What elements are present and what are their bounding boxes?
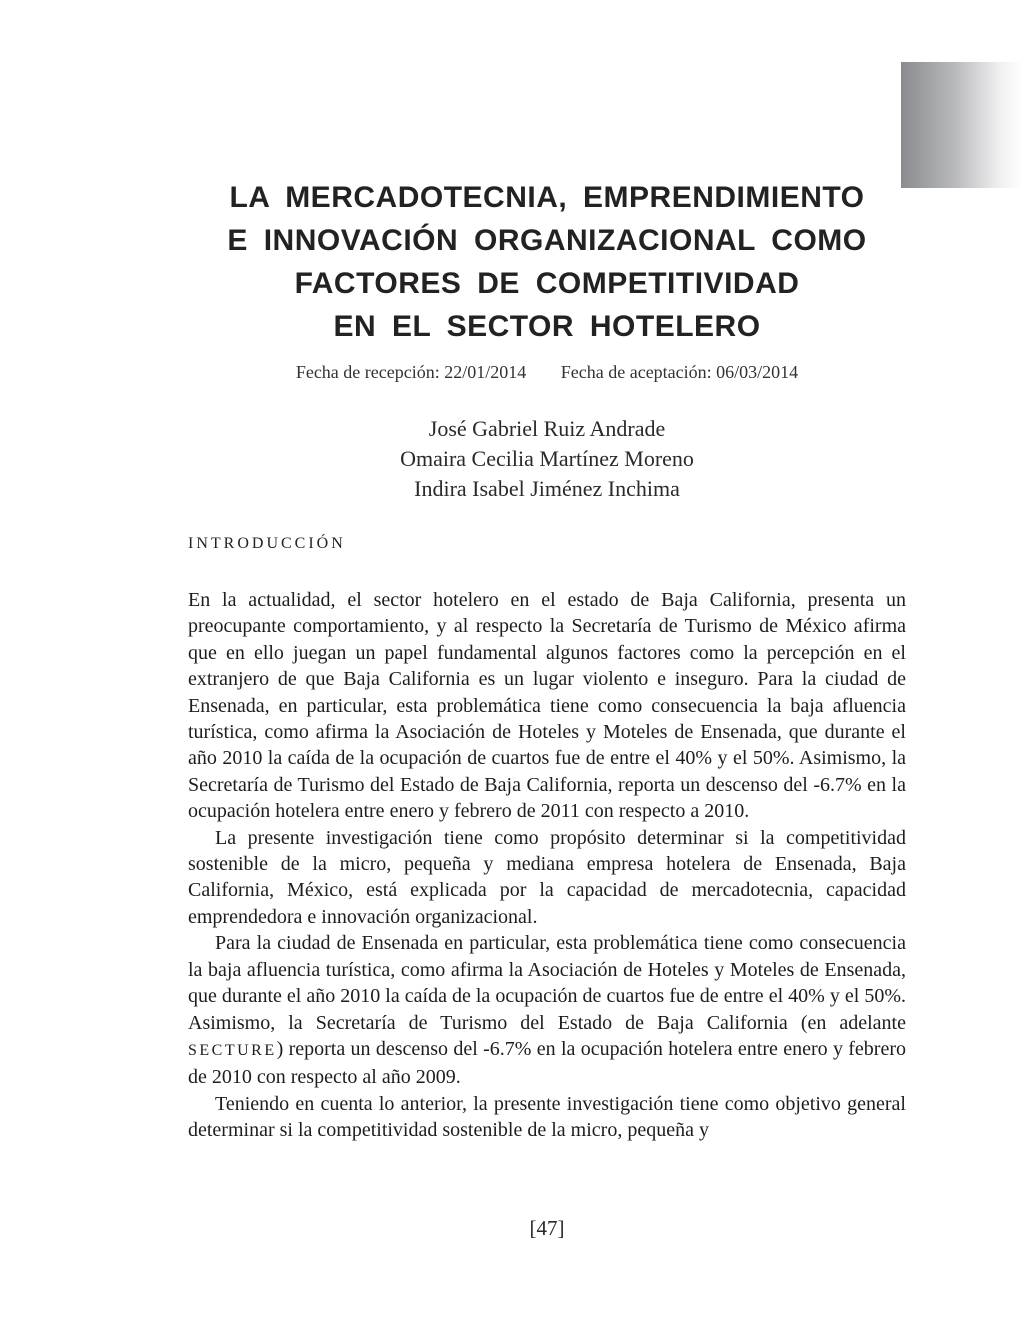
intro-paragraph-3-part-2: ) reporta un descenso del -6.7% en la ocupación hotelera entre enero y febrero de 2010 con respecto al año 2009. — [188, 1037, 906, 1089]
introduction-body — [188, 587, 906, 1144]
corner-gradient-decoration — [901, 62, 1022, 188]
intro-paragraph-4: Teniendo en cuenta lo anterior, la presente investigación tiene como objetivo general determinar si la competitividad sostenible de la micro, pequeña y — [188, 1092, 906, 1142]
article-title-line-4: EN EL SECTOR HOTELERO — [333, 310, 761, 343]
intro-paragraph-3 — [188, 930, 906, 1090]
secture-acronym: SECTURE — [188, 1041, 277, 1059]
page-number: [47] — [529, 1216, 565, 1240]
intro-paragraph-1: En la actualidad, el sector hotelero en el estado de Baja California, presenta un preocupante comportamiento, y al respecto la Secretaría de Turismo de México afirma que en ello juegan un papel fundamental algunos factores como la percepción en el extranjero de que Baja California es un lugar violento e inseguro. Para la ciudad de Ensenada, en particular, esta problemática tiene como consecuencia la baja afluencia turística, como afirma la Asociación de Hoteles y Moteles de Ensenada, que durante el año 2010 la caída de la ocupación de cuartos fue de entre el 40% y el 50%. Asimismo, la Secretaría de Turismo del Estado de Baja California, reporta un descenso del -6.7% en la ocupación hotelera entre enero y febrero de 2011 con respecto a 2010. — [188, 589, 906, 823]
introduction-heading: INTRODUCCIÓN — [188, 535, 346, 552]
page-content — [188, 0, 906, 1144]
article-title — [188, 176, 906, 348]
author-name-2: Omaira Cecilia Martínez Moreno — [400, 446, 694, 471]
authors-block — [188, 414, 906, 504]
author-name-1: José Gabriel Ruiz Andrade — [428, 416, 666, 441]
article-title-line-1: LA MERCADOTECNIA, EMPRENDIMIENTO — [229, 181, 865, 214]
article-title-line-3: FACTORES DE COMPETITIVIDAD — [294, 267, 800, 300]
intro-paragraph-2: La presente investigación tiene como propósito determinar si la competitividad sostenible de la micro, pequeña y mediana empresa hotelera de Ensenada, Baja California, México, está explicada por la capacidad de mercadotecnia, capacidad emprendedora e innovación organizacional. — [188, 826, 906, 928]
author-name-3: Indira Isabel Jiménez Inchima — [414, 476, 680, 501]
acceptance-date: Fecha de aceptación: 06/03/2014 — [560, 362, 799, 382]
dates-line — [188, 362, 906, 383]
intro-paragraph-3-part-1: Para la ciudad de Ensenada en particular, esta problemática tiene como consecuencia la baja afluencia turística, como afirma la Asociación de Hoteles y Moteles de Ensenada, que durante el año 2010 la caída de la ocupación de cuartos fue de entre el 40% y el 50%. Asimismo, la Secretaría de Turismo del Estado de Baja California (en adelante — [188, 932, 906, 1034]
reception-date: Fecha de recepción: 22/01/2014 — [295, 362, 527, 382]
article-title-line-2: E INNOVACIÓN ORGANIZACIONAL COMO — [227, 224, 867, 257]
